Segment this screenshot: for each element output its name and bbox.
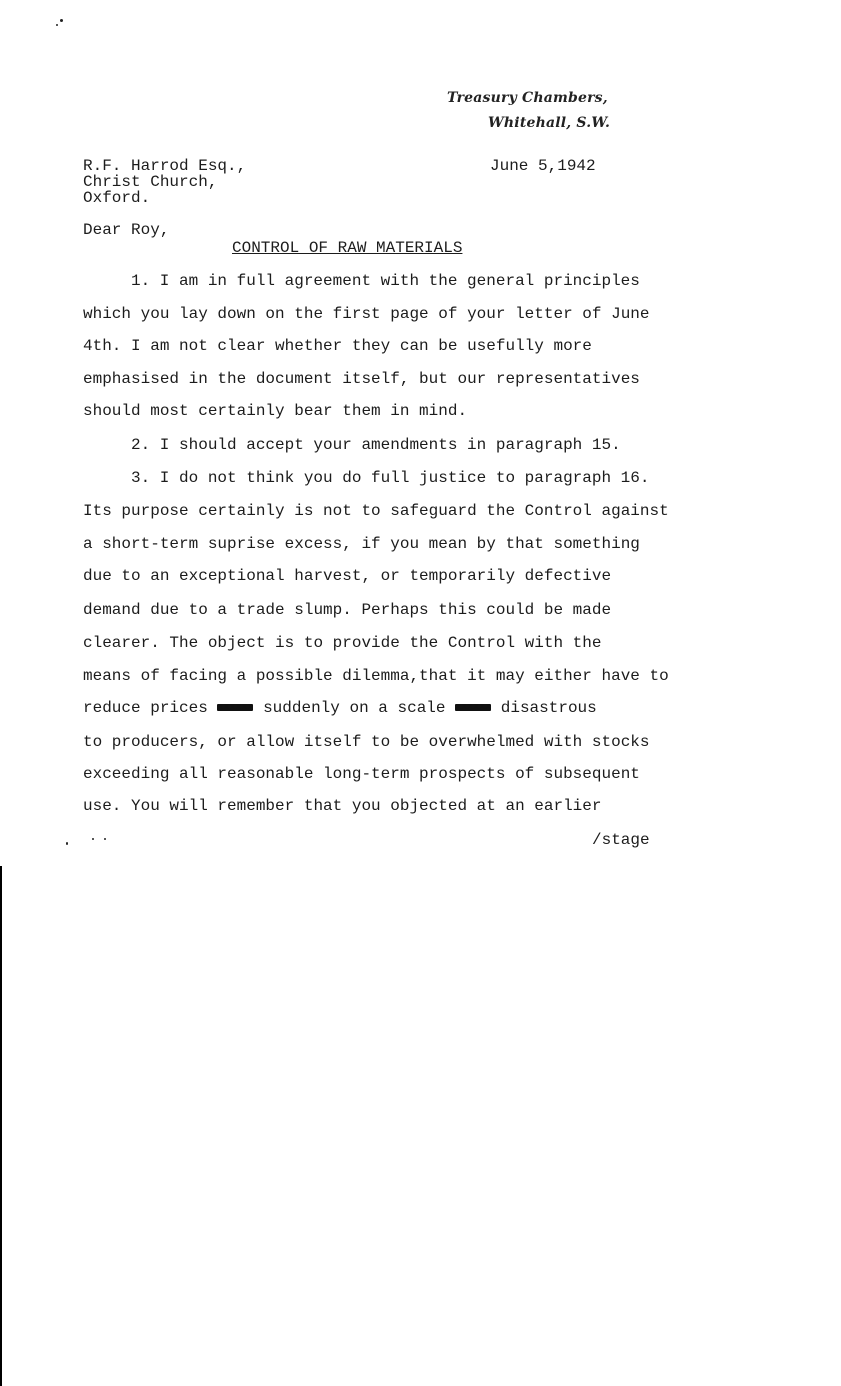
ink-speck — [104, 838, 106, 840]
struck-out-word: xxxxxx — [455, 704, 492, 712]
body-line: a short-term suprise excess, if you mean by that something — [83, 535, 640, 553]
letterhead-line-1: Treasury Chambers, — [447, 90, 608, 106]
body-line: exceeding all reasonable long-term prospects of subsequent — [83, 765, 640, 783]
body-line: 1. I am in full agreement with the general principles — [131, 272, 640, 290]
body-line: Its purpose certainly is not to safeguard the Control against — [83, 502, 669, 520]
salutation: Dear Roy, — [83, 221, 170, 239]
body-line: clearer. The object is to provide the Control with the — [83, 634, 602, 652]
subject-heading: CONTROL OF RAW MATERIALS — [232, 239, 463, 257]
body-line: 2. I should accept your amendments in paragraph 15. — [131, 436, 621, 454]
scan-edge-line — [0, 866, 2, 1386]
body-line: which you lay down on the first page of your letter of June — [83, 305, 650, 323]
letterhead-line-2: Whitehall, S.W. — [488, 115, 611, 131]
body-line: use. You will remember that you objected at an earlier — [83, 797, 602, 815]
addressee-college: Christ Church, — [83, 173, 218, 191]
catchword: /stage — [592, 831, 650, 849]
body-line: means of facing a possible dilemma,that it may either have to — [83, 667, 669, 685]
text-segment: reduce prices — [83, 699, 208, 717]
text-segment: disastrous — [500, 699, 597, 717]
letter-date: June 5,1942 — [490, 157, 596, 175]
body-line-with-strikeouts — [83, 700, 597, 716]
text-segment: suddenly on a scale — [263, 699, 446, 717]
body-line: emphasised in the document itself, but our representatives — [83, 370, 640, 388]
addressee-name: R.F. Harrod Esq., — [83, 157, 247, 175]
ink-speck — [56, 24, 58, 26]
ink-speck — [66, 842, 68, 845]
addressee-city: Oxford. — [83, 189, 151, 207]
body-line: 3. I do not think you do full justice to paragraph 16. — [131, 469, 650, 487]
body-line: demand due to a trade slump. Perhaps this could be made — [83, 601, 612, 619]
body-line: due to an exceptional harvest, or temporarily defective — [83, 567, 612, 585]
struck-out-word: xxxxxx — [217, 704, 254, 712]
body-line: to producers, or allow itself to be overwhelmed with stocks — [83, 733, 650, 751]
body-line: 4th. I am not clear whether they can be usefully more — [83, 337, 592, 355]
ink-speck — [60, 19, 63, 22]
ink-speck — [92, 838, 94, 840]
body-line: should most certainly bear them in mind. — [83, 402, 468, 420]
